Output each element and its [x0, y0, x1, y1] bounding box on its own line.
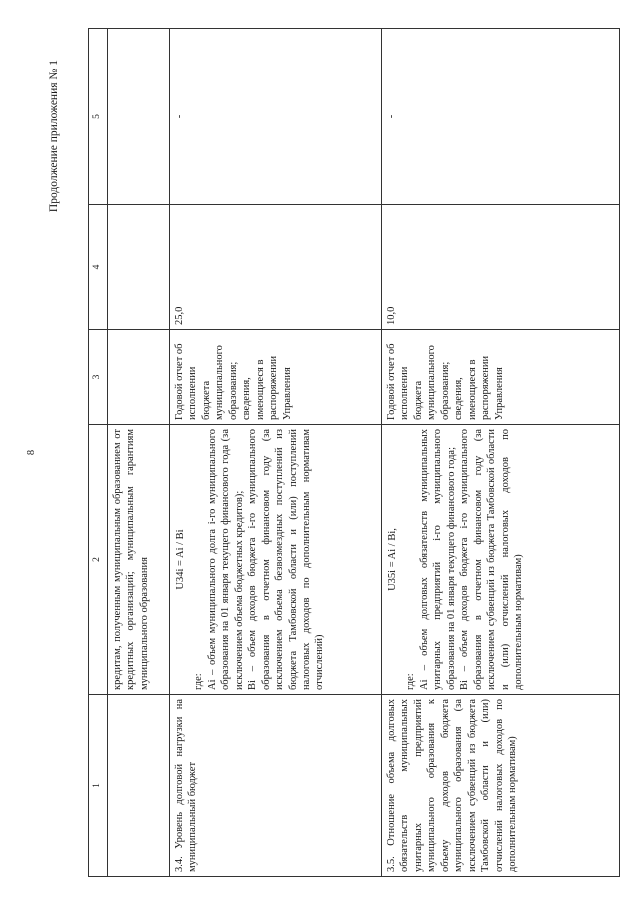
a-definition: Ai – объем долговых обязательств муниципальных унитарных предприятий i-го муниципального образования на 01 января текущего финансового года;: [418, 429, 457, 690]
b-definition: Bi – объем доходов бюджета i-го муниципального образования в отчетном финансовом году (за исключением субвенций из бюджета Тамбовской области и (или) отчислений налоговых доходов по дополнительным нормативам): [459, 429, 524, 690]
indicator-name: 3.5. Отношение объема долговых обязательств муниципальных унитарных предприятий муниципального образования к объему доходов бюджета муниципального образования (за исключением субвенций из бюджета Тамбовской области и (или) отчислений налоговых доходов по дополнительным нормативам): [382, 695, 620, 877]
note-value: -: [170, 29, 382, 205]
cell-empty: [108, 695, 170, 877]
indicator-name: 3.4. Уровень долговой нагрузки на муниципальный бюджет: [170, 695, 382, 877]
page-number: 8: [26, 449, 37, 456]
continuation-text: кредитам, полученным муниципальным образованием от кредитных организаций; муниципальным гарантиям муниципального образования: [108, 425, 170, 695]
indicator-formula: U35i = Ai / Bi,: [387, 528, 398, 591]
a-definition: Ai – объем муниципального долга i-го муниципального образования на 01 января текущего финансового года (за исключением объема бюджетных кредитов);: [206, 429, 245, 690]
continuation-row: [108, 29, 170, 877]
column-number-row: [89, 29, 108, 877]
where-label: где:: [405, 673, 417, 690]
cell-empty: [108, 330, 170, 425]
b-definition: Bi – объем доходов бюджета i-го муниципального образования в отчетном финансовом году (за исключением объема безвозмездных поступлений из бюджета Тамбовской области и (или) поступлений налоговых доходов по дополнительным нормативам отчислений): [247, 429, 326, 690]
indicator-row-3-5: [382, 29, 620, 877]
column-number: 4: [89, 205, 108, 330]
column-number: 2: [89, 425, 108, 695]
threshold-value: 10,0: [382, 205, 620, 330]
where-label: где:: [193, 673, 205, 690]
data-source: Годовой отчет об исполнении бюджета муниципального образования; сведения, имеющиеся в распоряжении Управления: [170, 330, 382, 425]
indicators-table: [88, 28, 620, 877]
indicator-formula: U34i = Ai / Bi: [175, 529, 186, 590]
data-source: Годовой отчет об исполнении бюджета муниципального образования; сведения, имеющиеся в распоряжении Управления: [382, 330, 620, 425]
note-value: -: [382, 29, 620, 205]
cell-empty: [108, 205, 170, 330]
indicator-method: [382, 425, 620, 695]
column-number: 1: [89, 695, 108, 877]
annex-title: Продолжение приложения № 1: [48, 60, 60, 213]
threshold-value: 25,0: [170, 205, 382, 330]
column-number: 3: [89, 330, 108, 425]
column-number: 5: [89, 29, 108, 205]
cell-empty: [108, 29, 170, 205]
indicator-row-3-4: [170, 29, 382, 877]
indicator-method: [170, 425, 382, 695]
